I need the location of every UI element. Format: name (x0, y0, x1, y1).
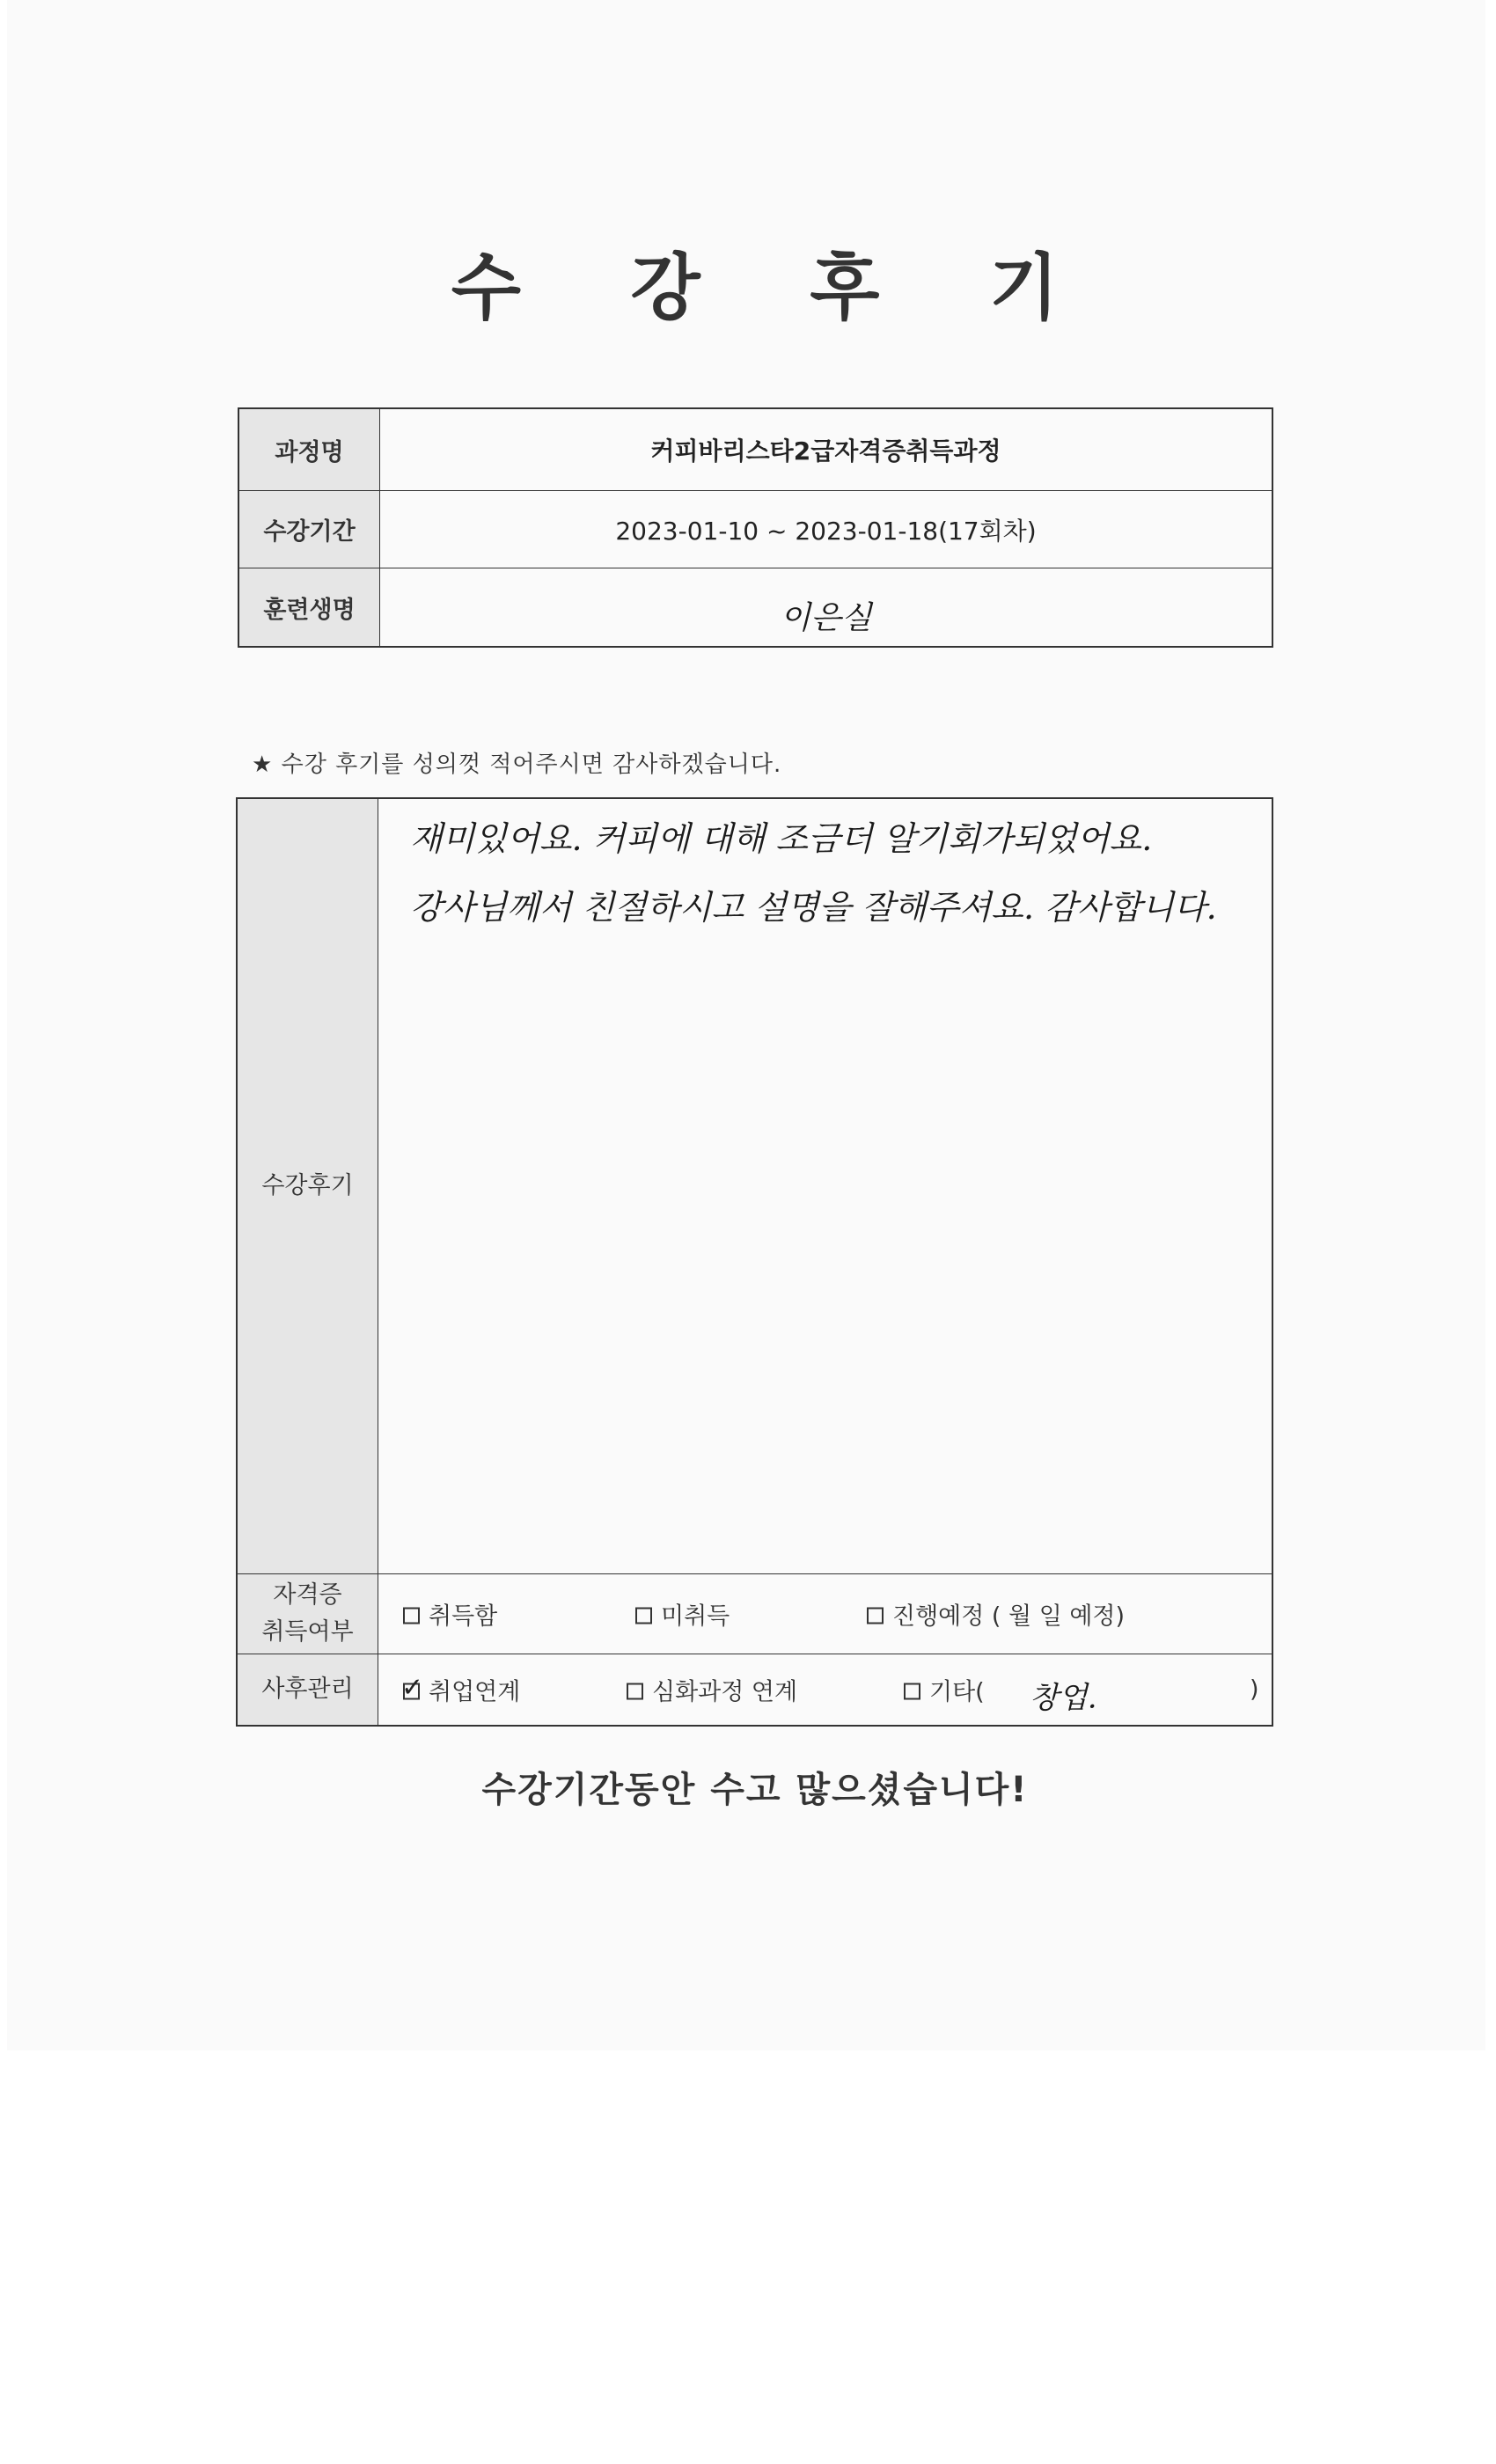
review-line-1: 재미있어요. 커피에 대해 조금더 알기회가되었어요. (410, 819, 1153, 858)
certificate-row (238, 1574, 1272, 1654)
course-period-row (239, 491, 1272, 568)
review-row (238, 799, 1272, 1574)
aftercare-option-advanced: 심화과정 연계 (627, 1673, 797, 1707)
certificate-option-not-acquired: 미취득 (635, 1597, 730, 1632)
scanned-page (7, 0, 1485, 2050)
review-line-2: 강사님께서 친절하시고 설명을 잘해주셔요. 감사합니다. (410, 888, 1217, 927)
aftercare-option-other: 기타( (904, 1673, 985, 1707)
certificate-option-acquired: 취득함 (403, 1597, 497, 1632)
aftercare-close-paren: ) (1250, 1676, 1259, 1704)
review-label: 수강후기 (238, 799, 378, 1573)
closing-message: 수강기간동안 수고 많으셨습니다! (481, 1770, 1029, 1810)
certificate-label-line1: 자격증 (273, 1581, 342, 1609)
certificate-options (378, 1574, 1272, 1654)
aftercare-other-text: 창업. (1030, 1680, 1097, 1716)
aftercare-option-employment: ✓ 취업연계 (401, 1672, 521, 1706)
review-text-area (378, 799, 1272, 1573)
aftercare-label: 사후관리 (238, 1654, 378, 1725)
aftercare-row (238, 1654, 1272, 1725)
review-notice: ★ 수강 후기를 성의껏 적어주시면 감사하겠습니다. (252, 752, 782, 778)
certificate-label-line2: 취득여부 (261, 1618, 354, 1646)
course-period-value: 2023-01-10 ~ 2023-01-18(17회차) (615, 516, 1037, 546)
certificate-label (238, 1574, 378, 1654)
checkbox-icon (627, 1683, 643, 1700)
trainee-name-value: 이은실 (780, 599, 872, 636)
course-info-table (238, 407, 1273, 648)
course-name-row (239, 409, 1272, 491)
course-name-value: 커피바리스타2급자격증취득과정 (650, 436, 1001, 466)
page-title: 수 강 후 기 (451, 246, 1102, 330)
aftercare-options (378, 1654, 1272, 1725)
checkbox-icon (904, 1683, 920, 1700)
certificate-option-in-progress: 진행예정 ( 월 일 예정) (867, 1597, 1125, 1632)
checkbox-checked-icon: ✓ (401, 1672, 424, 1704)
checkbox-icon (635, 1608, 652, 1624)
review-table (236, 797, 1273, 1727)
checkbox-icon (867, 1608, 884, 1624)
trainee-name-label: 훈련생명 (239, 568, 380, 646)
course-name-label: 과정명 (239, 409, 380, 490)
trainee-name-row (239, 568, 1272, 646)
checkbox-icon (403, 1608, 420, 1624)
course-period-label: 수강기간 (239, 491, 380, 568)
